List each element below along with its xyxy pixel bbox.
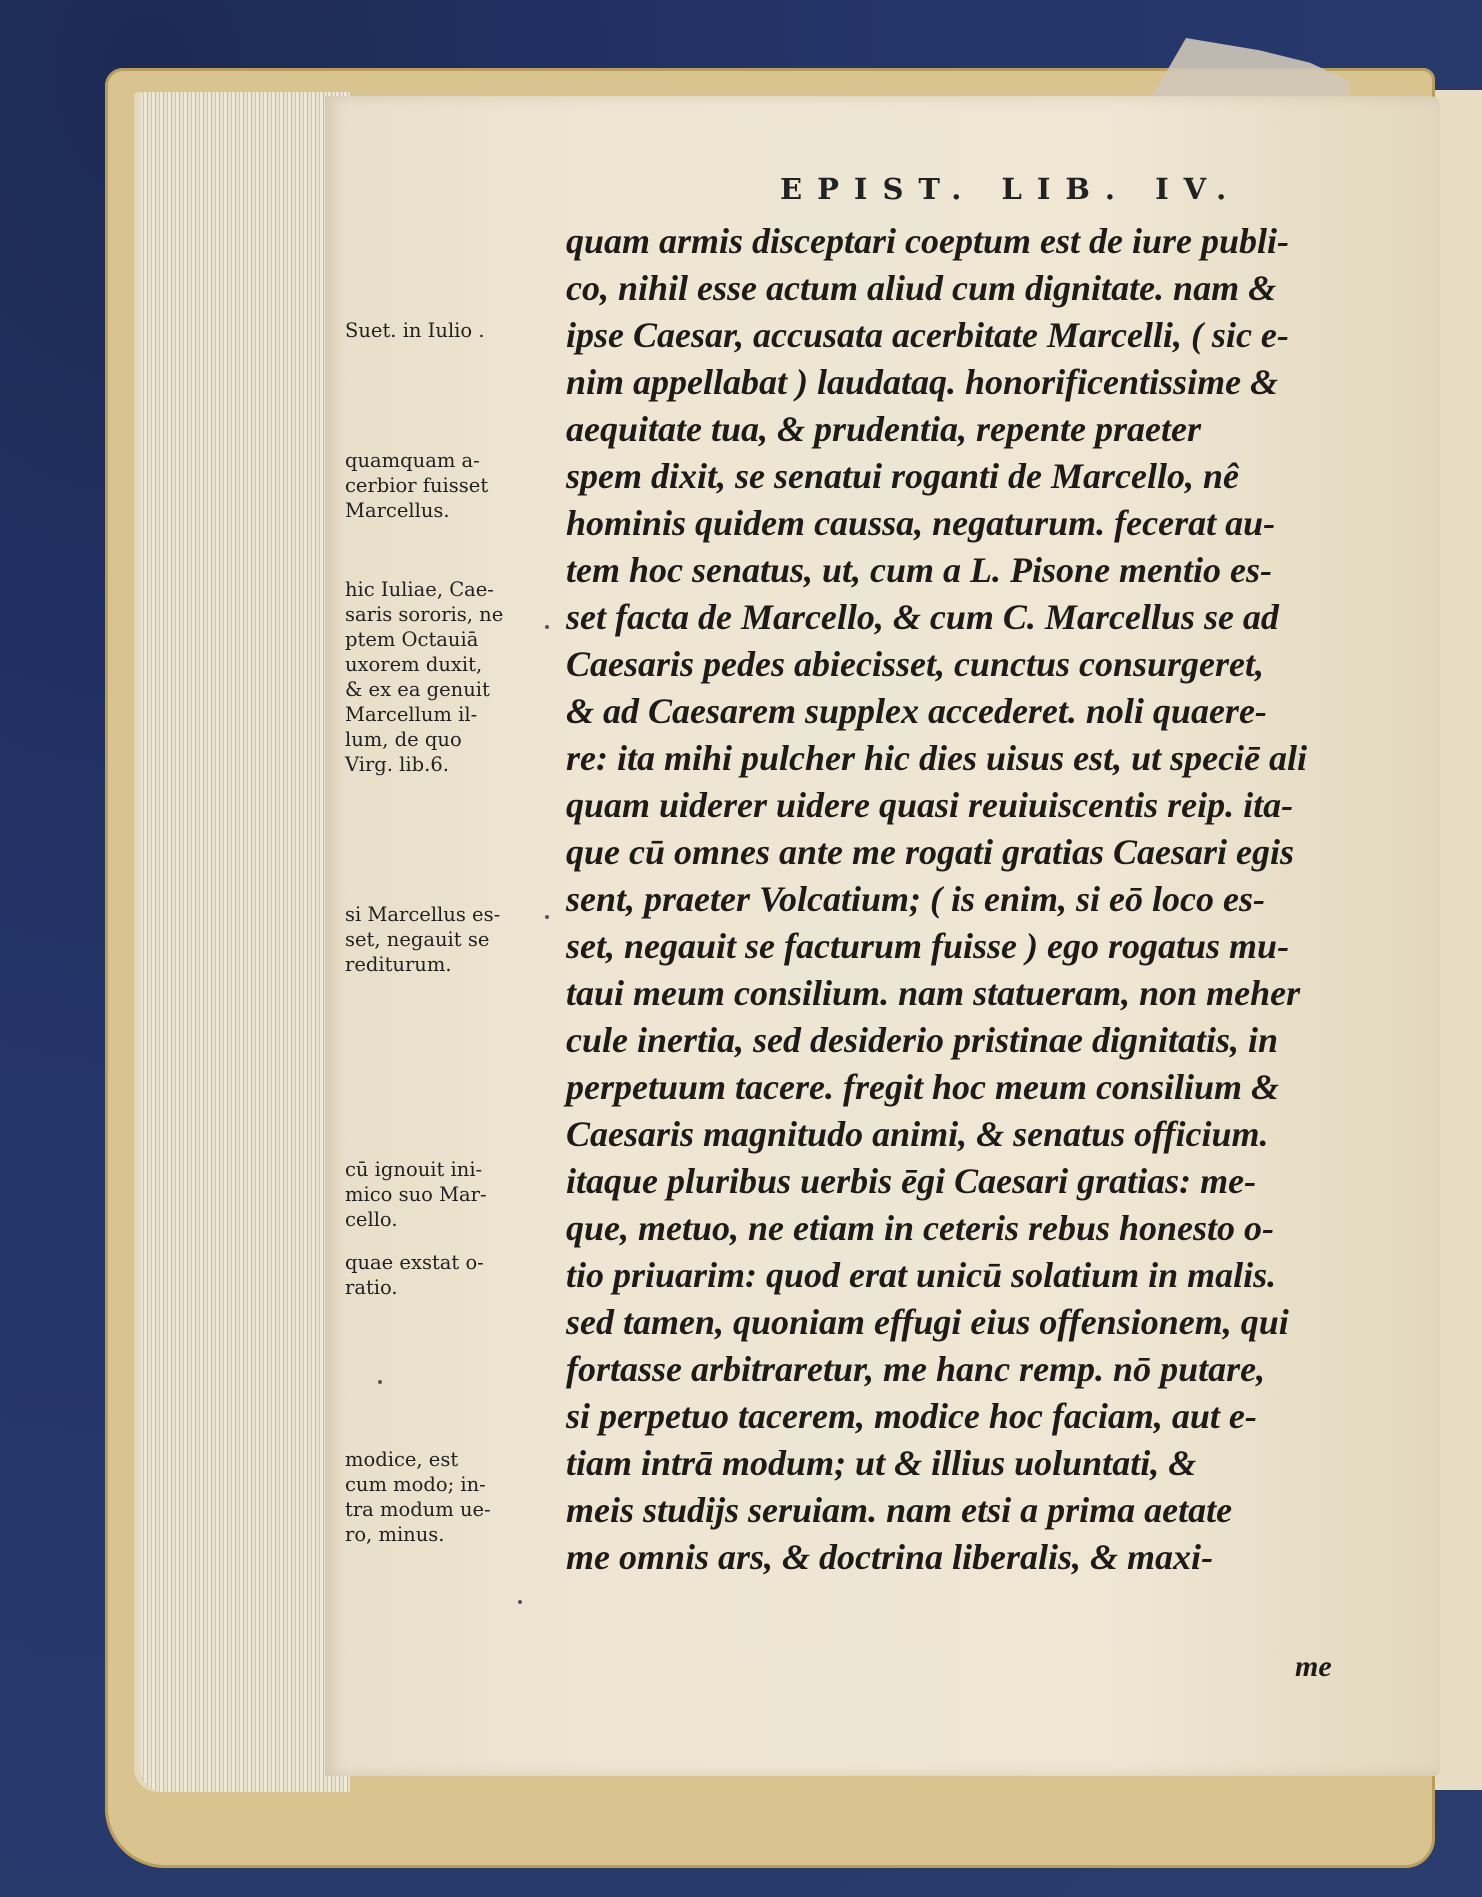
- margin-note-line: tra modum ue-: [345, 1498, 491, 1521]
- text-line: meis studijs seruiam. nam etsi a prima aetate: [566, 1490, 1233, 1530]
- text-line: taui meum consilium. nam statueram, non meher: [566, 973, 1301, 1013]
- margin-note-line: ptem Octauiā: [345, 628, 479, 651]
- page-edges: [140, 92, 350, 1792]
- text-line: quam uiderer uidere quasi reuiuiscentis reip. ita-: [566, 785, 1294, 825]
- margin-note-line: Marcellus.: [345, 499, 450, 522]
- ink-speck: [378, 1380, 382, 1384]
- ink-speck: [545, 625, 549, 629]
- margin-note-line: Suet. in Iulio .: [345, 319, 485, 342]
- text-line: me omnis ars, & doctrina liberalis, & maxi-: [566, 1537, 1214, 1577]
- text-line: & ad Caesarem supplex accederet. noli quaere-: [566, 691, 1267, 731]
- margin-note-line: & ex ea genuit: [345, 678, 490, 701]
- margin-note-line: ro, minus.: [345, 1523, 445, 1546]
- margin-note-line: set, negauit se: [345, 928, 490, 951]
- text-line: set facta de Marcello, & cum C. Marcellus se ad: [566, 597, 1279, 637]
- margin-note-line: cū ignouit ini-: [345, 1158, 483, 1181]
- margin-note-line: cello.: [345, 1208, 398, 1231]
- text-line: Caesaris pedes abiecisset, cunctus consurgeret,: [566, 644, 1264, 684]
- text-line: tio priuarim: quod erat unicū solatium in malis.: [566, 1255, 1277, 1295]
- text-line: tem hoc senatus, ut, cum a L. Pisone mentio es-: [566, 550, 1273, 590]
- margin-note-line: quae exstat o-: [345, 1251, 484, 1274]
- text-line: itaque pluribus uerbis ēgi Caesari gratias: me-: [566, 1161, 1257, 1201]
- text-line: aequitate tua, & prudentia, repente praeter: [566, 409, 1201, 449]
- margin-note: [345, 902, 560, 977]
- margin-note-line: Marcellum il-: [345, 703, 478, 726]
- margin-note-line: mico suo Mar-: [345, 1183, 487, 1206]
- text-line: Caesaris magnitudo animi, & senatus officium.: [566, 1114, 1269, 1154]
- margin-note-line: saris sororis, ne: [345, 603, 504, 626]
- margin-note: [345, 1157, 560, 1232]
- text-line: que, metuo, ne etiam in ceteris rebus honesto o-: [566, 1208, 1275, 1248]
- margin-note-line: Virg. lib.6.: [345, 753, 449, 776]
- margin-note-line: modice, est: [345, 1448, 459, 1471]
- margin-note: [345, 318, 560, 343]
- catchword: me: [1295, 1650, 1332, 1683]
- text-line: sed tamen, quoniam effugi eius offensionem, qui: [566, 1302, 1289, 1342]
- margin-note: [345, 577, 560, 777]
- text-line: perpetuum tacere. fregit hoc meum consilium &: [566, 1067, 1279, 1107]
- margin-note-line: si Marcellus es-: [345, 903, 501, 926]
- text-line: que cū omnes ante me rogati gratias Caesari egis: [566, 832, 1295, 872]
- margin-note-line: hic Iuliae, Cae-: [345, 578, 494, 601]
- margin-note-line: rediturum.: [345, 953, 452, 976]
- text-line: fortasse arbitraretur, me hanc remp. nō putare,: [566, 1349, 1266, 1389]
- running-header: EPIST. LIB. IV.: [780, 172, 1242, 206]
- text-line: spem dixit, se senatui roganti de Marcello, nê: [566, 456, 1240, 496]
- text-line: cule inertia, sed desiderio pristinae dignitatis, in: [566, 1020, 1279, 1060]
- margin-note-line: cerbior fuisset: [345, 474, 489, 497]
- main-text-block: [566, 218, 1366, 1581]
- text-line: nim appellabat ) laudataq. honorificentissime &: [566, 362, 1279, 402]
- margin-note-line: lum, de quo: [345, 728, 462, 751]
- text-line: hominis quidem caussa, negaturum. fecerat au-: [566, 503, 1276, 543]
- margin-note: [345, 1250, 560, 1300]
- margin-note-line: quamquam a-: [345, 449, 480, 472]
- text-line: co, nihil esse actum aliud cum dignitate. nam &: [566, 268, 1277, 308]
- text-line: si perpetuo tacerem, modice hoc faciam, aut e-: [566, 1396, 1257, 1436]
- text-line: re: ita mihi pulcher hic dies uisus est, ut speciē ali: [566, 738, 1308, 778]
- text-line: tiam intrā modum; ut & illius uoluntati, &: [566, 1443, 1197, 1483]
- margin-note-line: cum modo; in-: [345, 1473, 486, 1496]
- margin-note-line: uxorem duxit,: [345, 653, 483, 676]
- ink-speck: [545, 915, 549, 919]
- margin-note: [345, 1447, 560, 1547]
- margin-note: [345, 448, 560, 523]
- text-line: sent, praeter Volcatium; ( is enim, si eō loco es-: [566, 879, 1265, 919]
- margin-note-line: ratio.: [345, 1276, 398, 1299]
- ink-speck: [518, 1600, 522, 1604]
- text-line: quam armis disceptari coeptum est de iure publi-: [566, 221, 1290, 261]
- text-line: set, negauit se facturum fuisse ) ego rogatus mu-: [566, 926, 1290, 966]
- text-line: ipse Caesar, accusata acerbitate Marcelli, ( sic e-: [566, 315, 1289, 355]
